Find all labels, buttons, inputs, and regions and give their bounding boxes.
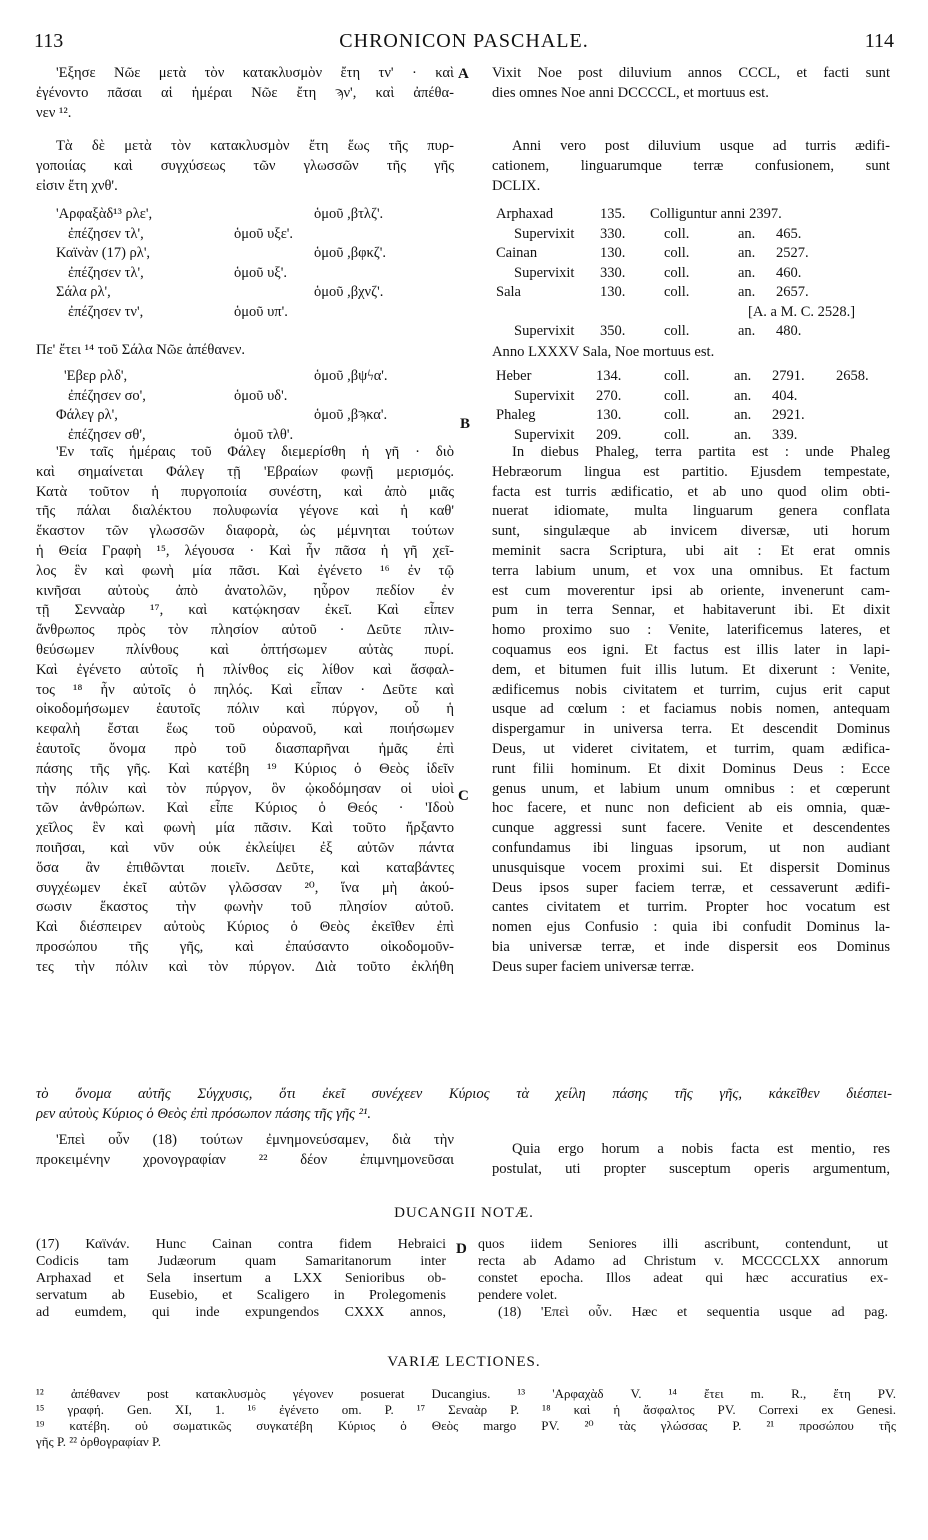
table-cell: coll.: [664, 323, 690, 339]
table-cell: 270.: [596, 387, 622, 404]
table-cell: ὁμοῦ ,βψϟα'.: [314, 368, 388, 384]
table-cell: Supervixit: [514, 426, 575, 443]
table-cell: Cainan: [496, 245, 538, 261]
table-row: [56, 406, 456, 426]
table-cell: ἐπέζησεν σο',: [68, 387, 146, 404]
text-line: postulat, uti propter susceptum operis argumentum,: [492, 1160, 890, 1177]
text-line: τες τὴν πόλιν καὶ τὸν πύργον. Διὰ τοῦτο ἐκλήθη: [36, 958, 454, 975]
table-cell: 339.: [772, 426, 798, 443]
text-line: Anni vero post diluvium usque ad turris ædifi-: [512, 138, 890, 154]
greek-main-text: [36, 443, 454, 978]
ducange-notes-right: [478, 1236, 888, 1321]
table-row: [496, 205, 896, 225]
text-line: confundamus ibi linguas ipsorum, ut non audiant: [492, 839, 890, 856]
margin-letter-b: B: [460, 416, 471, 432]
note-line: quos iidem Seniores illi ascribunt, contendunt, ut: [478, 1237, 888, 1252]
text-line: ædificemus nobis civitatem et turrim, cujus erit caput: [492, 681, 890, 698]
table-cell: 130.: [600, 284, 626, 300]
note-line: Codicis tam Judæorum quam Samaritanorum inter: [36, 1254, 446, 1269]
table-row: [496, 406, 896, 426]
table-cell: 2658.: [836, 368, 869, 384]
table-cell: coll.: [664, 426, 690, 443]
latin-anno-line: [492, 343, 890, 363]
text-line: Καὶ διέσπειρεν αὐτοὺς Κύριος ὁ Θεὸς ἐκεῖθεν ἐπὶ: [36, 919, 454, 936]
margin-letter-a: A: [458, 66, 469, 82]
table-cell: 330.: [600, 264, 626, 281]
table-row: [496, 264, 896, 284]
left-page-number: 113: [34, 30, 64, 52]
table-row: [56, 283, 456, 303]
table-cell: Καϊνὰν (17) ρλ',: [56, 245, 151, 261]
text-line: Deus super faciem universæ terræ.: [492, 958, 695, 975]
text-line: Quia ergo horum a nobis facta est mentio, res: [512, 1141, 890, 1157]
text-line: In diebus Phaleg, terra partita est : unde Phaleg: [512, 444, 890, 460]
table-cell: 404.: [772, 387, 798, 404]
text-line: runt filii hominum. Et dixit Dominus Deus : Ecce: [492, 760, 890, 777]
text-line: ρεν αὐτοὺς Κύριος ὁ Θεὸς ἐπὶ πρόσωπον πάσης τῆς γῆς ²¹.: [36, 1105, 372, 1122]
table-cell: coll.: [664, 387, 690, 404]
text-line: ἄνθρωπος πρὸς τὸν πλησίον αὐτοῦ · Δεῦτε πλιν-: [36, 622, 454, 639]
text-line: hoc facere, et nunc non deficient ab eis omnia, quæ-: [492, 800, 890, 817]
table-cell: 460.: [776, 264, 802, 281]
table-cell: an.: [738, 264, 756, 281]
text-line: εἰσιν ἔτη χνθ'.: [36, 177, 118, 194]
text-line: Anno LXXXV Sala, Noe mortuus est.: [492, 344, 715, 360]
text-line: est cum moverentur ipsi ab oriente, invenerunt cam-: [492, 582, 890, 599]
table-cell: Arphaxad: [496, 206, 554, 222]
text-line: dem, et bitumen fuit illis lutum. Et dixerunt : Venite,: [492, 661, 890, 678]
table-cell: an.: [738, 284, 756, 300]
text-line: χεῖλος ἓν καὶ φωνὴ μία πᾶσιν. Καὶ τοῦτο ἤρξαντο: [36, 820, 454, 837]
table-cell: 130.: [600, 245, 626, 261]
text-line: 'Εν ταῖς ἡμέραις τοῦ Φάλεγ διεμερίσθη ἡ γῆ · διὸ: [56, 444, 454, 460]
greek-noe-death-line: [36, 341, 454, 361]
text-line: pum in terra Sennar, et habitaverunt ibi. Et dixit: [492, 602, 890, 619]
table-row: [56, 264, 456, 284]
greek-years-paragraph: [36, 137, 454, 196]
table-cell: an.: [738, 245, 756, 261]
table-cell: Φάλεγ ρλ',: [56, 407, 118, 423]
table-cell: 2921.: [772, 407, 805, 423]
note-line: Arphaxad et Sela insertum a LXX Senioribus ob-: [36, 1271, 446, 1286]
margin-letter-c: C: [458, 788, 469, 804]
table-cell: ὁμοῦ υξε'.: [234, 225, 294, 242]
text-line: τῶν ἀνθρώπων. Καὶ εἶπε Κύριος ὁ Θεός · 'Ιδοὺ: [36, 800, 454, 817]
table-cell: Heber: [496, 368, 532, 384]
table-cell: an.: [738, 323, 756, 339]
text-line: λος ἓν καὶ φωνὴ μία πᾶσι. Καὶ ἐγένετο ¹⁶ ἐν τῷ: [36, 562, 454, 579]
text-line: Hebræorum lingua est partitio. Ejusdem tempestate,: [492, 463, 890, 480]
text-line: τὸ ὄνομα αὐτῆς Σύγχυσις, ὅτι ἐκεῖ συνέχεεν Κύριος τὰ χείλη πάσης τῆς γῆς, κἀκεῖθεν διέσπει-: [36, 1086, 892, 1102]
text-line: ἐγένοντο πᾶσαι αἱ ἡμέραι Νῶε ἔτη ϡν', καὶ ἀπέθα-: [36, 84, 454, 101]
text-line: τῆς πάλαι διαλέκτου πολυφωνία γέγονε καὶ ἡ καθ': [36, 503, 454, 520]
table-cell: ὁμοῦ υπ'.: [234, 303, 288, 320]
table-cell: ὁμοῦ υξ'.: [234, 264, 287, 281]
text-line: θεύσωμεν πλίνθους καὶ ὀπτήσωμεν αὐτὰς πυρί.: [36, 641, 454, 658]
table-cell: 465.: [776, 225, 802, 242]
latin-end-text: [492, 1140, 890, 1180]
table-cell: an.: [734, 368, 752, 384]
text-line: ποιῆσαι, καὶ νῦν οὐκ ἐκλείψει ἐξ αὐτῶν πάντα: [36, 839, 454, 856]
table-cell: an.: [734, 426, 752, 443]
text-line: 'Επεὶ οὖν (18) τούτων ἐμνημονεύσαμεν, διὰ τὴν: [56, 1132, 454, 1148]
note-line: (18) 'Επεὶ οὖν. Hæc et sequentia usque ad pag.: [498, 1305, 888, 1320]
variant-line: ¹⁹ κατέβη. οὐ σωματικῶς συγκατέβη Κύριος ὁ Θεὸς margo PV. ²⁰ τὰς γλώσσας P. ²¹ προσώπου τῆς: [36, 1418, 896, 1433]
right-page-number: 114: [864, 30, 894, 52]
text-line: nuerat idiomate, multa linguarum genera conflata: [492, 503, 890, 520]
text-line: προκειμένην χρονογραφίαν ²² δέον ἐπιμνημονεῦσαι: [36, 1151, 454, 1168]
text-line: κινῆσαι αὐτοὺς ἀπὸ ἀνατολῶν, ηὗρον πεδίον ἐν: [36, 582, 454, 599]
table-cell: 'Εβερ ρλδ',: [64, 368, 128, 384]
table-cell: ὁμοῦ ,βϡκα'.: [314, 407, 388, 423]
text-line: καὶ σημαίνεται Φάλεγ τῇ 'Εβραίων φωνῇ μερισμός.: [36, 463, 454, 480]
bracket-note: [A. a M. C. 2528.]: [748, 303, 856, 320]
table-cell: coll.: [664, 284, 690, 300]
table-cell: coll.: [664, 264, 690, 281]
table-cell: ἐπέζησεν τλ',: [68, 264, 144, 281]
latin-genealogy-table-2: [496, 367, 896, 445]
text-line: σωσιν ἕκαστος τὴν φωνὴν τοῦ πλησίον αὐτοῦ.: [36, 899, 454, 916]
table-cell: Phaleg: [496, 407, 536, 423]
text-line: cantes civitatem et turrim. Propter hoc vocatum est: [492, 899, 890, 916]
table-row: [56, 225, 456, 245]
table-cell: coll.: [664, 368, 690, 384]
note-line: ad eumdem, qui inde expungendos CXXX annos,: [36, 1305, 446, 1320]
text-line: ὅσα ἂν ἐπιθῶνται ποιεῖν. Δεῦτε, καὶ καταβάντες: [36, 859, 454, 876]
text-line: terra labium unum, et vox una omnibus. Et factum: [492, 562, 890, 579]
table-cell: ὁμοῦ υδ'.: [234, 387, 288, 404]
table-cell: coll.: [664, 225, 690, 242]
table-row: [496, 283, 896, 303]
running-header: [34, 30, 894, 54]
note-line: recta ab Adamo ad Christum v. MCCCCLXX annorum: [478, 1254, 888, 1269]
text-line: οἰκοδομήσωμεν ἑαυτοῖς πόλιν καὶ πύργον, οὗ ἡ: [36, 701, 454, 718]
text-line: facta est turris ædificatio, et ab uno quod olim obti-: [492, 483, 890, 500]
table-cell: Sala: [496, 284, 521, 300]
latin-intro: [492, 64, 890, 104]
note-line: servatum ab Eusebio, et Scaligero in Prolegomenis: [36, 1288, 446, 1303]
table-cell: Supervixit: [514, 323, 575, 339]
variant-line: γῆς P. ²² ὀρθογραφίαν P.: [36, 1434, 162, 1449]
text-line: coquamus eos igni. Et factus est illis later in lapi-: [492, 641, 890, 658]
text-line: dies omnes Noe anni DCCCCL, et mortuus est.: [492, 84, 769, 101]
table-row: [56, 387, 456, 407]
text-line: Πε' ἔτει ¹⁴ τοῦ Σάλα Νῶε ἀπέθανεν.: [36, 342, 245, 358]
latin-main-text: [492, 443, 890, 978]
table-cell: ὁμοῦ τλθ'.: [234, 426, 294, 443]
variant-line: ¹² ἀπέθανεν post κατακλυσμὸς γέγονεν posuerat Ducangius. ¹³ 'Αρφαχὰδ V. ¹⁴ ἔτει m. R., ἔτη PV.: [36, 1386, 896, 1401]
margin-letter-d: D: [456, 1241, 467, 1257]
table-row: [496, 225, 896, 245]
variant-line: ¹⁵ γραφή. Gen. XI, 1. ¹⁶ ἐγένετο om. P. ¹⁷ Σεναὰρ P. ¹⁸ καὶ ἡ ἄσφαλτος PV. Correxi ex Genesi.: [36, 1402, 896, 1417]
text-line: προσώπου τῆς γῆς, καὶ ἐπαύσαντο οἰκοδομοῦν-: [36, 938, 454, 955]
greek-end-text: [36, 1131, 454, 1171]
text-line: ἑαυτοῖς ὄνομα πρὸ τοῦ διασπαρῆναι ἡμᾶς ἐπὶ: [36, 740, 454, 757]
text-line: unusquisque vocem proximi sui. Et dispersit Dominus: [492, 859, 890, 876]
text-line: Deus ipsos super faciem terræ, et cessaverunt ædifi-: [492, 879, 890, 896]
table-cell: Colliguntur anni 2397.: [650, 206, 782, 222]
text-line: dispergamur in universa terra. Et descendit Dominus: [492, 721, 890, 738]
table-cell: ὁμοῦ ,βφκζ'.: [314, 245, 386, 261]
ducange-notes-heading: DUCANGII NOTÆ.: [394, 1205, 534, 1221]
text-line: ἡ Θεία Γραφὴ ¹⁵, λέγουσα · Καὶ ἦν πᾶσα ἡ γῆ χεῖ-: [36, 542, 454, 559]
text-line: Τὰ δὲ μετὰ τὸν κατακλυσμὸν ἔτη ἕως τῆς πυρ-: [56, 138, 454, 154]
table-cell: an.: [738, 225, 756, 242]
table-cell: 480.: [776, 323, 802, 339]
text-line: ἕκαστον τῶν γλωσσῶν διαφορὰ, ὡς μέμνηται τούτων: [36, 523, 454, 540]
text-line: Deus, ut videret civitatem, et turrim, quam ædifica-: [492, 740, 890, 757]
text-line: κεφαλὴ ἔσται ἕως τοῦ οὐρανοῦ, καὶ ποιήσωμεν: [36, 721, 454, 738]
table-cell: 130.: [596, 407, 622, 423]
table-cell: 'Αρφαξὰδ¹³ ρλε',: [56, 206, 153, 222]
greek-genealogy-table-1: [56, 205, 456, 322]
table-cell: Supervixit: [514, 225, 575, 242]
text-line: nomen ejus Confusio : quia ibi confudit Dominus la-: [492, 919, 890, 936]
table-cell: an.: [734, 407, 752, 423]
note-line: constet epocha. Illos adeat qui hæc accuratius ex-: [478, 1271, 888, 1286]
table-cell: coll.: [664, 407, 690, 423]
table-cell: coll.: [664, 245, 690, 261]
variae-lectiones-heading: VARIÆ LECTIONES.: [387, 1354, 541, 1370]
table-cell: Supervixit: [514, 264, 575, 281]
text-line: homo proximo suo : Venite, laterificemus lateres, et: [492, 622, 890, 639]
text-line: cationem, linguarumque terræ confusionem, sunt: [492, 157, 890, 174]
table-cell: ἐπέζησεν τλ',: [68, 225, 144, 242]
table-cell: an.: [734, 387, 752, 404]
text-line: Κατὰ τοῦτον ἡ πυργοποιία συνέστη, καὶ ἀπὸ μιᾶς: [36, 483, 454, 500]
text-line: Καὶ ἐγένετο αὐτοῖς ἡ πλίνθος εἰς λίθον καὶ ἄσφαλ-: [36, 661, 454, 678]
page-title: CHRONICON PASCHALE.: [339, 30, 589, 52]
text-line: genus unum, et labium unum omnibus : et cœperunt: [492, 780, 890, 797]
text-line: νεν ¹².: [36, 104, 72, 121]
text-line: γοποιίας καὶ συγχύσεως τῶν γλωσσῶν τῆς γῆς: [36, 157, 454, 174]
ducange-notes-left: [36, 1236, 446, 1321]
table-row: [56, 367, 456, 387]
table-cell: ἐπέζησεν σθ',: [68, 426, 146, 443]
table-row: [56, 244, 456, 264]
table-cell: 330.: [600, 225, 626, 242]
text-line: Vixit Noe post diluvium annos CCCL, et facti sunt: [492, 65, 890, 81]
table-cell: 2791.: [772, 368, 805, 384]
table-row: [56, 205, 456, 225]
text-line: 'Εξησε Νῶε μετὰ τὸν κατακλυσμὸν ἔτη τν' · καὶ: [56, 65, 454, 81]
table-row: [496, 322, 896, 342]
table-row: [496, 303, 896, 323]
text-line: cunque aggressi sunt facere. Venite et descendentes: [492, 820, 890, 837]
table-row: [496, 244, 896, 264]
note-line: pendere volet.: [478, 1288, 558, 1303]
greek-genealogy-table-2: [56, 367, 456, 445]
latin-years-paragraph: [492, 137, 890, 196]
text-line: usque ad cœlum : et faciamus nobis nomen, antequam: [492, 701, 890, 718]
table-cell: 2527.: [776, 245, 809, 261]
text-line: meminit sacra Scriptura, ubi ait : Et erat omnis: [492, 542, 890, 559]
table-cell: 209.: [596, 426, 622, 443]
table-cell: ὁμοῦ ,βχνζ'.: [314, 284, 384, 300]
table-cell: 135.: [600, 206, 626, 222]
table-cell: Supervixit: [514, 387, 575, 404]
greek-intro: [36, 64, 454, 123]
text-line: συγχέωμεν ἐκεῖ αὐτῶν γλῶσσαν ²⁰, ἵνα μὴ ἀκού-: [36, 879, 454, 896]
greek-full-width-text: [36, 1085, 892, 1125]
table-cell: 134.: [596, 368, 622, 384]
text-line: πάσης τῆς γῆς. Καὶ κατέβη ¹⁹ Κύριος ὁ Θεὸς ἰδεῖν: [36, 760, 454, 777]
text-line: bia universæ terræ, et inde dispersit eos Dominus: [492, 938, 890, 955]
latin-genealogy-table-1: [496, 205, 896, 342]
table-row: [56, 303, 456, 323]
text-line: τὴν πόλιν καὶ τὸν πύργον, ὃν ᾠκοδόμησαν οἱ υἱοὶ: [36, 780, 454, 797]
table-cell: Σάλα ρλ',: [56, 284, 111, 300]
table-cell: ὁμοῦ ,βτλζ'.: [314, 206, 384, 222]
table-row: [496, 367, 896, 387]
table-cell: 350.: [600, 323, 626, 339]
text-line: τῇ Σενναὰρ ¹⁷, καὶ κατῴκησαν ἐκεῖ. Καὶ εἶπεν: [36, 602, 454, 619]
table-cell: 2657.: [776, 284, 809, 300]
table-cell: ἐπέζησεν τν',: [68, 303, 144, 320]
note-line: (17) Καϊνάν. Hunc Cainan contra fidem Hebraici: [36, 1237, 446, 1252]
text-line: τος ¹⁸ ἦν αὐτοῖς ὁ πηλός. Καὶ εἶπαν · Δεῦτε καὶ: [36, 681, 454, 698]
text-line: DCLIX.: [492, 177, 541, 194]
text-line: sunt, singulæque ab invicem diversæ, uti horum: [492, 523, 890, 540]
variae-lectiones-text: [36, 1386, 896, 1450]
table-row: [496, 387, 896, 407]
